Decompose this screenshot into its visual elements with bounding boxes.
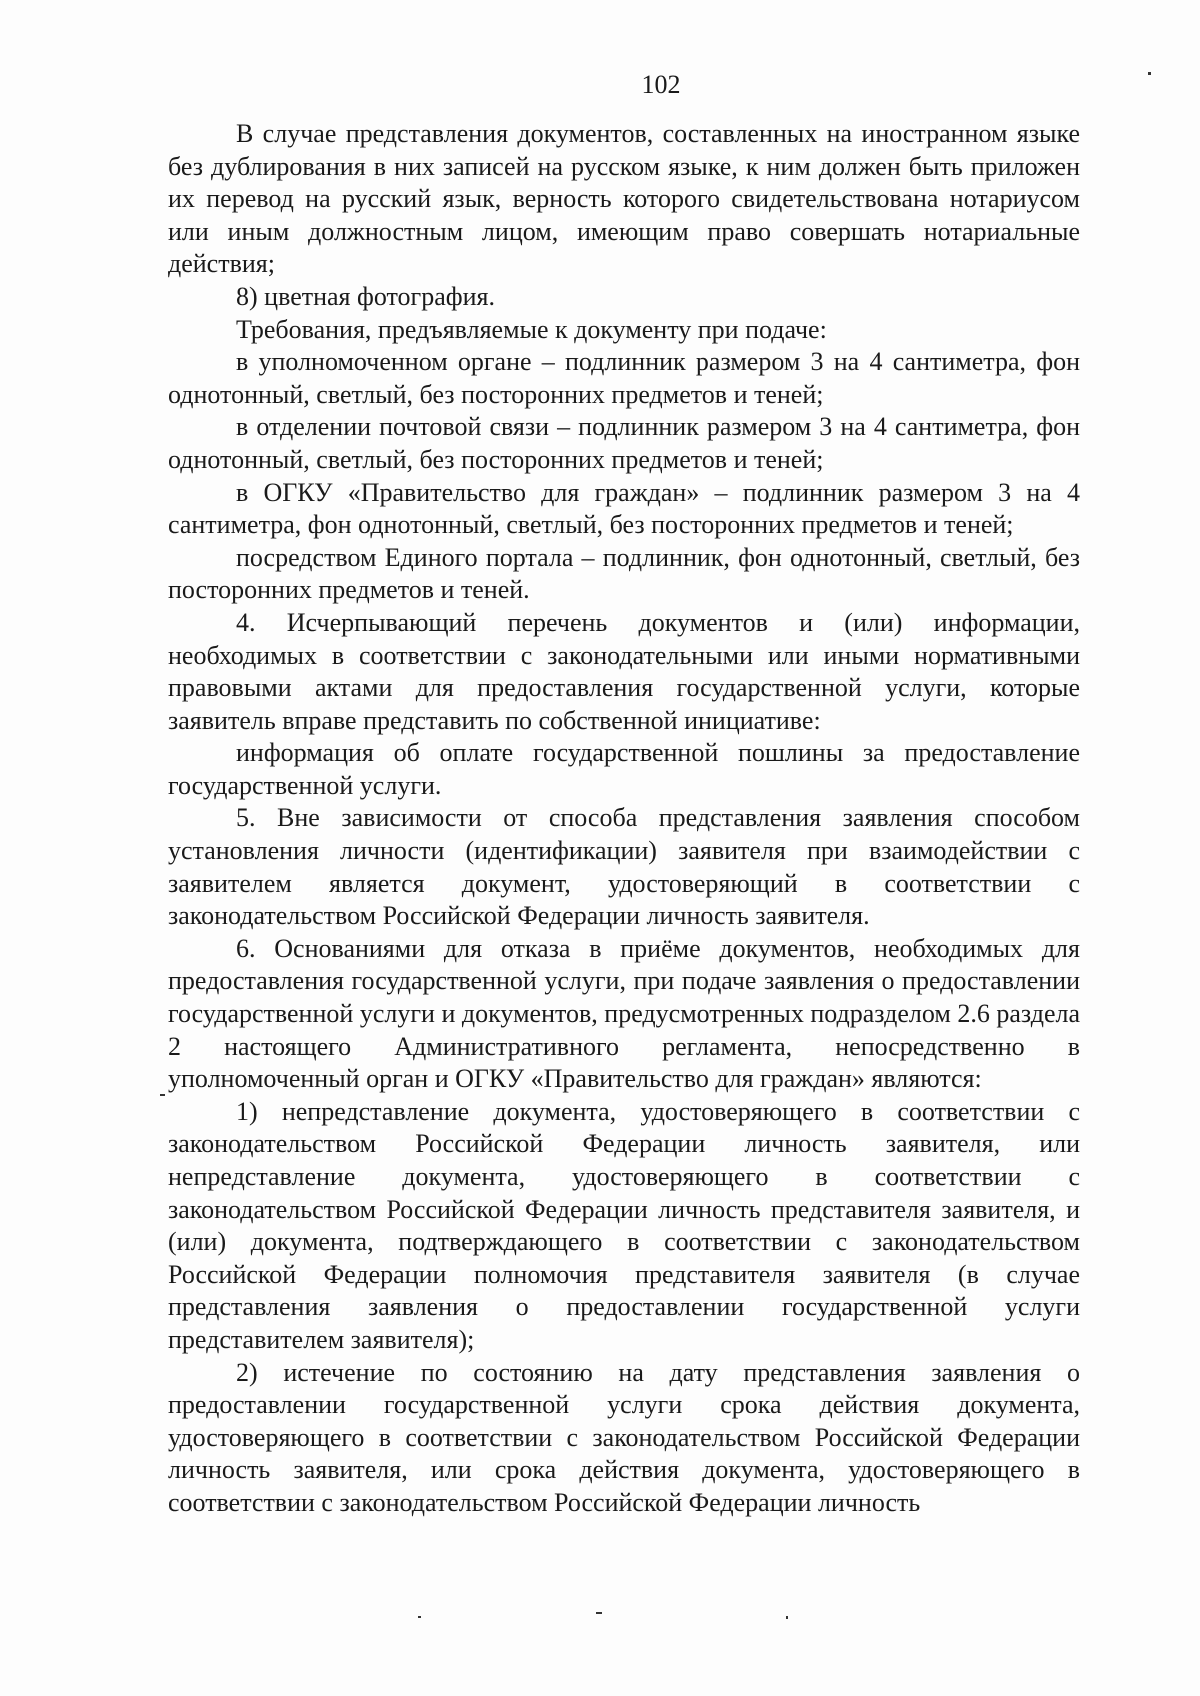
paragraph-color-photo: 8) цветная фотография. xyxy=(236,281,495,311)
paragraph-foreign-documents: В случае представления документов, составленных на иностранном языке без дублирования в них записей на русском языке, к ним должен быть приложен их перевод на русский язык, верность которого свидетельствована нотариусом или иным должностным лицом, имеющим право совершать нотариальные действия; xyxy=(168,119,1080,279)
scan-mark-bottom-1 xyxy=(418,1616,421,1618)
paragraph-item-5: 5. Вне зависимости от способа представления заявления способом установления личности (идентификации) заявителя при взаимодействии с заявителем является документ, удостоверяющий в соответствии с законодательством Российской Федерации личность заявителя. xyxy=(168,803,1080,931)
paragraph-ogku: в ОГКУ «Правительство для граждан» – подлинник размером 3 на 4 сантиметра, фон однотонный, светлый, без посторонних предметов и теней; xyxy=(168,477,1080,540)
paragraph-post-office: в отделении почтовой связи – подлинник размером 3 на 4 сантиметра, фон однотонный, светлый, без посторонних предметов и теней; xyxy=(168,412,1080,474)
paragraph-authorized-body: в уполномоченном органе – подлинник размером 3 на 4 сантиметра, фон однотонный, светлый, без посторонних предметов и теней; xyxy=(168,347,1080,409)
scan-mark-left xyxy=(160,1094,165,1096)
scan-mark-top-right xyxy=(1148,72,1151,75)
paragraph-subitem-2: 2) истечение по состоянию на дату представления заявления о предоставлении государственной услуги срока действия документа, удостоверяющего в соответствии с законодательством Российской Федерации личность заявителя, или срока действия документа, удостоверяющего в соответствии с законодательством Российской Федерации личность xyxy=(168,1357,1080,1517)
paragraph-item-6: 6. Основаниями для отказа в приёме документов, необходимых для предоставления государственной услуги, при подаче заявления о предоставлении государственной услуги и документов, предусмотренных подразделом 2.6 раздела 2 настоящего Административного регламента, непосредственно в уполномоченный орган и ОГКУ «Правительство для граждан» являются: xyxy=(168,933,1080,1094)
page-number: 102 xyxy=(641,70,681,99)
paragraph-subitem-1: 1) непредставление документа, удостоверяющего в соответствии с законодательством Российской Федерации личность заявителя, или непредставление документа, удостоверяющего в соответствии с законодательством Российской Федерации личность представителя заявителя, и (или) документа, подтверждающего в соответствии с законодательством Российской Федерации полномочия представителя заявителя (в случае представления заявления о предоставлении государственной услуги представителем заявителя); xyxy=(168,1096,1080,1354)
document-body xyxy=(168,118,1080,1520)
paragraph-photo-requirements: Требования, предъявляемые к документу при подаче: xyxy=(236,314,827,344)
paragraph-state-fee: информация об оплате государственной пошлины за предоставление государственной услуги. xyxy=(168,738,1080,800)
scan-mark-bottom-2 xyxy=(596,1612,602,1614)
paragraph-item-4: 4. Исчерпывающий перечень документов и (или) информации, необходимых в соответствии с законодательными или иными нормативными правовыми актами для предоставления государственной услуги, которые заявитель вправе представить по собственной инициативе: xyxy=(168,607,1080,735)
scan-mark-bottom-3 xyxy=(786,1616,788,1619)
paragraph-unified-portal: посредством Единого портала – подлинник, фон однотонный, светлый, без посторонних предметов и теней. xyxy=(168,542,1080,605)
